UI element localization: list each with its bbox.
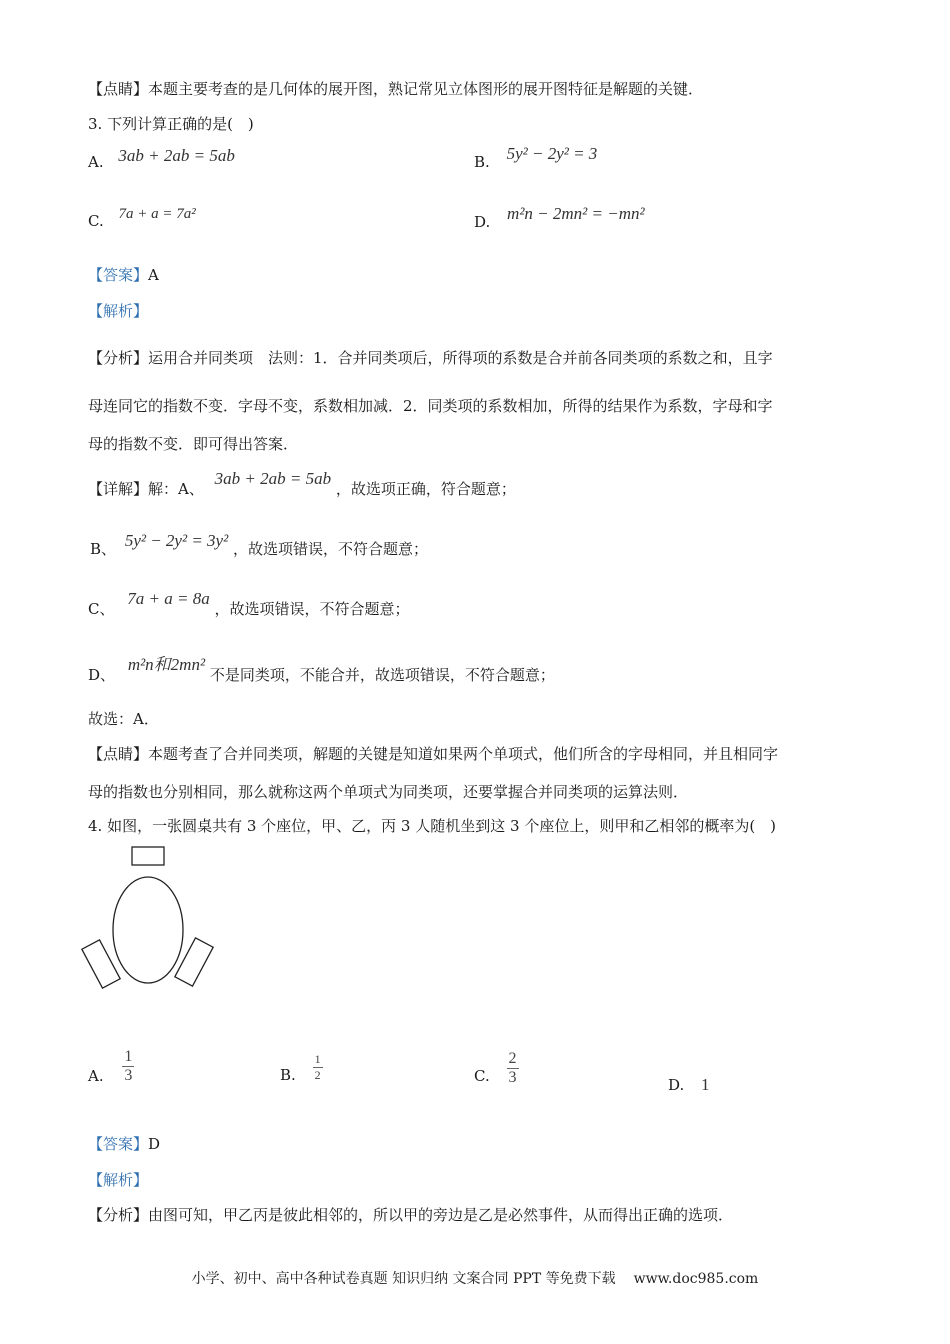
- answer-tag: 【答案】: [88, 266, 149, 284]
- q3-dianjing-line-2: 母的指数也分别相同，那么就称这两个单项式为同类项，还要掌握合并同类项的运算法则．: [88, 783, 689, 801]
- round-table: [113, 877, 183, 983]
- footer-url[interactable]: www.doc985.com: [633, 1271, 759, 1287]
- q3-analysis-tag: 【解析】: [88, 302, 149, 320]
- q3-detail-a: 【详解】解：A、 3ab + 2ab = 5ab ，故选项正确，符合题意；: [88, 469, 516, 498]
- q3-dianjing-line-1: 【点睛】本题考查了合并同类项，解题的关键是知道如果两个单项式，他们所含的字母相同，并且相同字: [88, 745, 779, 763]
- dianjing-paragraph: [88, 78, 703, 99]
- q3-fenxi-line-2: 母连同它的指数不变．字母不变，系数相加减．2．同类项的系数相加，所得的结果作为系数，字母和字: [88, 397, 773, 415]
- q4-option-d: D. 1: [668, 1075, 710, 1094]
- q3-fenxi-line-1: 【分析】运用合并同类项 法则：1．合并同类项后，所得项的系数是合并前各同类项的系数之和，且字: [88, 349, 773, 367]
- seat-right: [175, 938, 213, 986]
- q4-option-a: A. $\frac{1}{3}$: [88, 1048, 133, 1085]
- round-table-figure: [80, 840, 220, 990]
- q4-fenxi: 【分析】由图可知，甲乙丙是彼此相邻的，所以甲的旁边是乙是必然事件，从而得出正确的选项．: [88, 1206, 734, 1224]
- q4-analysis-tag: 【解析】: [88, 1171, 149, 1189]
- q3-conclusion: 故选：A．: [88, 710, 159, 728]
- q4-answer: 【答案】D: [88, 1135, 161, 1153]
- seat-top: [132, 847, 164, 865]
- q3-option-c: C. 7a + a = 7a²: [88, 206, 196, 230]
- q4-option-b: B. $\frac{1}{2}$: [280, 1052, 321, 1084]
- q3-option-b: B. 5y² − 2y² = 3: [474, 144, 598, 171]
- q3-detail-c: C、 7a + a = 8a ，故选项错误，不符合题意；: [88, 589, 410, 618]
- dianjing-text: 本题主要考查的是几何体的展开图，熟记常见立体图形的展开图特征是解题的关键．: [148, 80, 704, 98]
- q3-answer: [88, 264, 159, 285]
- q3-detail-b: B、 5y² − 2y² = 3y² ，故选项错误，不符合题意；: [90, 531, 428, 558]
- question-3-stem: 3. 下列计算正确的是( ): [88, 115, 254, 133]
- page-footer: [0, 1268, 950, 1288]
- dianjing-tag: 【点睛】: [88, 80, 149, 98]
- q3-fenxi-line-3: 母的指数不变．即可得出答案．: [88, 435, 299, 453]
- q4-option-c: C. $\frac{2}{3}$: [474, 1050, 517, 1086]
- q3-detail-d: D、 m²n和2mn² 不是同类项，不能合并，故选项错误，不符合题意；: [88, 655, 555, 684]
- question-4-stem: 4. 如图，一张圆桌共有 3 个座位，甲、乙，丙 3 人随机坐到这 3 个座位上，则甲和乙相邻的概率为( ): [88, 817, 777, 835]
- q3-option-a: A. 3ab + 2ab = 5ab: [88, 146, 235, 171]
- q3-option-d: D. m²n − 2mn² = −mn²: [474, 204, 645, 231]
- footer-text: 小学、初中、高中各种试卷真题 知识归纳 文案合同 PPT 等免费下载: [191, 1271, 616, 1287]
- answer-value: A: [148, 266, 159, 284]
